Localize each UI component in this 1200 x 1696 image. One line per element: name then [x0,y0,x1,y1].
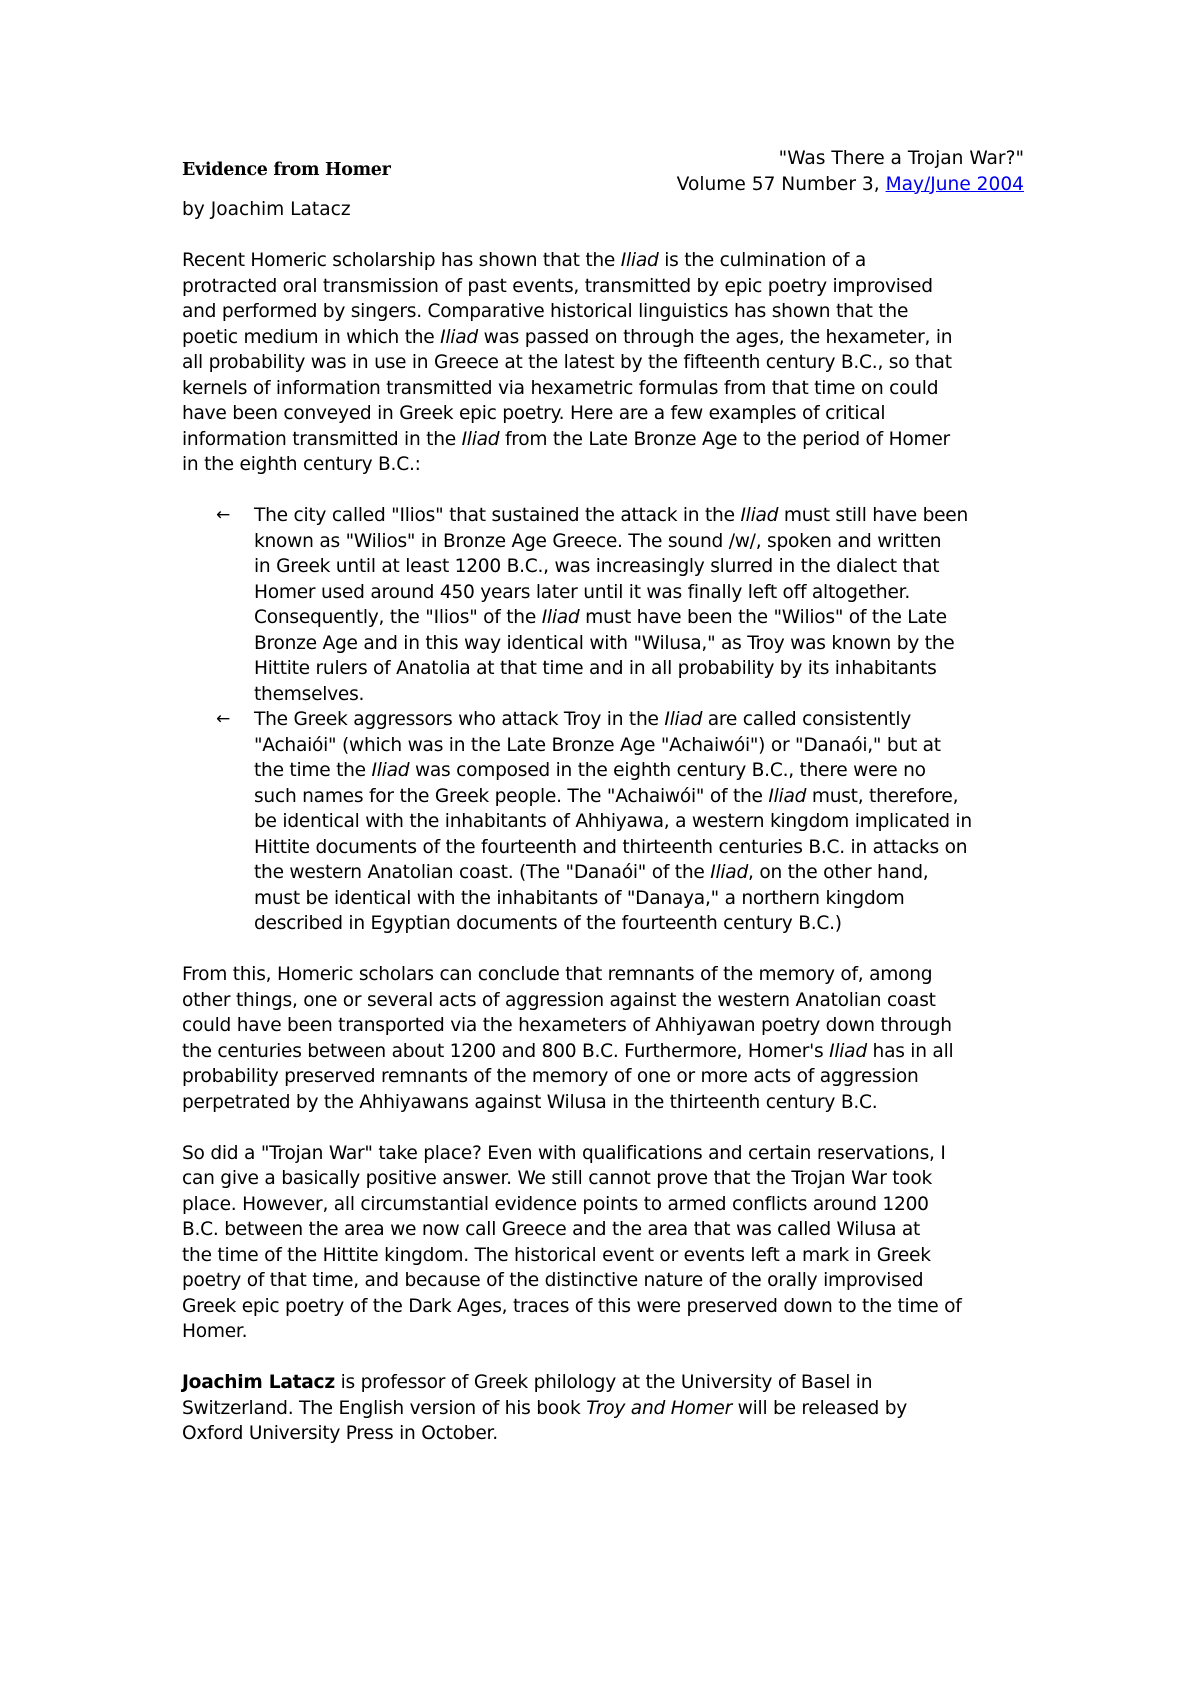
article-title: Evidence from Homer [182,160,391,180]
text-line [182,350,1032,376]
italic-title: Iliad [740,505,779,526]
text-run: other things, one or several acts of aggression against the western Anatolian coast [182,989,936,1011]
bio-line: Oxford University Press in October. [182,1423,498,1444]
text-run: "Achaiói" (which was in the Late Bronze Age "Achaiwói") or "Danaói," but at [254,734,941,756]
article-byline: by Joachim Latacz [182,199,351,220]
text-line [254,758,1032,784]
text-run: must still have been [778,505,969,526]
text-line [182,427,1032,453]
article-body [182,248,1032,1472]
text-line [182,1243,1032,1269]
text-line [254,835,1032,861]
text-run: protracted oral transmission of past events, transmitted by epic poetry improvised [182,275,933,297]
text-run: has in all [866,1040,954,1062]
text-line [182,248,1032,274]
text-run: described in Egyptian documents of the fourteenth century B.C.) [254,913,842,934]
issue-info [677,172,1024,198]
text-run: probability preserved remnants of the memory of one or more acts of aggression [182,1066,919,1087]
text-line [254,580,1032,606]
left-arrow-icon: ← [216,505,230,525]
text-run: Homer used around 450 years later until it was finally left off altogether. [254,581,910,603]
text-line [254,682,1032,708]
text-line [182,376,1032,402]
text-line [254,529,1032,555]
text-line [182,1217,1032,1243]
text-line [182,1192,1032,1218]
text-run: could have been transported via the hexameters of Ahhiyawan poetry down through [182,1015,952,1036]
text-line [182,1064,1032,1090]
italic-title: Iliad [710,862,748,883]
text-line [182,1039,1032,1065]
text-run: Greek epic poetry of the Dark Ages, traces of this were preserved down to the time of [182,1295,962,1317]
text-run: place. However, all circumstantial evidence points to armed conflicts around 1200 [182,1193,929,1215]
text-run: poetry of that time, and because of the distinctive nature of the orally improvised [182,1270,924,1291]
text-line [254,860,1032,886]
text-line [254,503,1032,529]
italic-title: Iliad [829,1040,867,1062]
text-line [182,1090,1032,1116]
text-line [254,911,1032,937]
conclusion-paragraph [182,962,1032,1115]
text-line [254,784,1032,810]
text-run: the western Anatolian coast. (The "Danaói" of the [254,862,711,883]
text-run: all probability was in use in Greece at the latest by the fifteenth century B.C., so that [182,352,952,373]
text-run: poetic medium in which the [182,326,441,348]
text-run: have been conveyed in Greek epic poetry. Here are a few examples of critical [182,403,886,424]
text-run: is the culmination of a [658,250,867,271]
text-line [254,707,1032,733]
evidence-list [182,503,1032,937]
italic-title: Iliad [620,250,659,271]
text-line [254,886,1032,912]
text-run: perpetrated by the Ahhiyawans against Wilusa in the thirteenth century B.C. [182,1091,878,1113]
text-run: be identical with the inhabitants of Ahhiyawa, a western kingdom implicated in [254,811,972,832]
text-run: the centuries between about 1200 and 800 B.C. Furthermore, Homer's [182,1040,830,1062]
answer-paragraph [182,1141,1032,1345]
list-item [216,707,1032,937]
italic-title: Iliad [541,607,580,628]
bio-author-name: Joachim Latacz [182,1372,335,1393]
issue-date-link[interactable]: May/June 2004 [885,173,1024,195]
bio-line: Joachim Latacz is professor of Greek philology at the University of Basel in [182,1372,873,1393]
text-run: must be identical with the inhabitants of "Danaya," a northern kingdom [254,887,905,909]
text-run: must, therefore, [806,785,959,807]
text-line [182,1319,1032,1345]
text-line [182,962,1032,988]
text-line [254,809,1032,835]
italic-title: Iliad [768,785,807,807]
text-run: such names for the Greek people. The "Achaiwói" of the [254,785,769,807]
left-arrow-icon: ← [216,709,230,729]
text-run: B.C. between the area we now call Greece and the area that was called Wilusa at [182,1219,921,1240]
text-run: Consequently, the "Ilios" of the [254,607,542,628]
text-run: are called consistently [702,709,912,730]
text-run: The city called "Ilios" that sustained the attack in the [254,505,741,526]
text-run: From this, Homeric scholars can conclude that remnants of the memory of, among [182,964,933,985]
text-line [254,554,1032,580]
article-series-title: "Was There a Trojan War?" [778,148,1024,169]
text-line [182,452,1032,478]
text-run: must have been the "Wilios" of the Late [579,607,947,628]
issue-header [677,146,1024,197]
text-run: from the Late Bronze Age to the period of Homer [499,428,950,450]
text-line [182,1013,1032,1039]
text-run: and performed by singers. Comparative historical linguistics has shown that the [182,301,909,322]
text-run: can give a basically positive answer. We still cannot prove that the Trojan War took [182,1168,933,1189]
text-run: themselves. [254,683,365,705]
text-line [254,656,1032,682]
issue-volume: Volume 57 Number 3, [676,173,886,195]
text-run: information transmitted in the [182,428,462,450]
text-run: known as "Wilios" in Bronze Age Greece. The sound /w/, spoken and written [254,530,942,552]
text-line [254,733,1032,759]
text-run: Hittite rulers of Anatolia at that time and in all probability by its inhabitants [254,658,937,679]
text-run: in Greek until at least 1200 B.C., was increasingly slurred in the dialect that [254,556,940,577]
intro-paragraph [182,248,1032,478]
book-title: Troy and Homer [586,1397,732,1419]
text-line [182,299,1032,325]
text-run: Bronze Age and in this way identical with "Wilusa," as Troy was known by the [254,632,955,654]
text-line [254,631,1032,657]
italic-title: Iliad [440,326,478,348]
text-run: The Greek aggressors who attack Troy in the [254,709,665,730]
bio-line: Switzerland. The English version of his book Troy and Homer will be released by [182,1397,907,1419]
text-run: Recent Homeric scholarship has shown that the [182,250,621,271]
text-run: was passed on through the ages, the hexameter, in [477,326,953,348]
text-line [182,988,1032,1014]
text-run: So did a "Trojan War" take place? Even with qualifications and certain reservations, I [182,1142,946,1164]
text-line [182,274,1032,300]
italic-title: Iliad [371,760,410,781]
text-run: the time the [254,760,372,781]
italic-title: Iliad [664,709,703,730]
text-run: in the eighth century B.C.: [182,454,421,475]
text-line [182,1141,1032,1167]
text-line [182,1294,1032,1320]
italic-title: Iliad [461,428,500,450]
text-run: Hittite documents of the fourteenth and thirteenth centuries B.C. in attacks on [254,836,968,858]
text-run: was composed in the eighth century B.C., there were no [409,760,926,781]
text-run: , on the other hand, [748,862,929,883]
text-line [182,1166,1032,1192]
author-bio [182,1370,1032,1447]
text-run: kernels of information transmitted via hexametric formulas from that time on could [182,377,939,399]
text-run: the time of the Hittite kingdom. The historical event or events left a mark in Greek [182,1244,931,1266]
text-line [182,401,1032,427]
list-item [216,503,1032,707]
text-line [254,605,1032,631]
text-run: Homer. [182,1321,248,1342]
text-line [182,1268,1032,1294]
text-line [182,325,1032,351]
